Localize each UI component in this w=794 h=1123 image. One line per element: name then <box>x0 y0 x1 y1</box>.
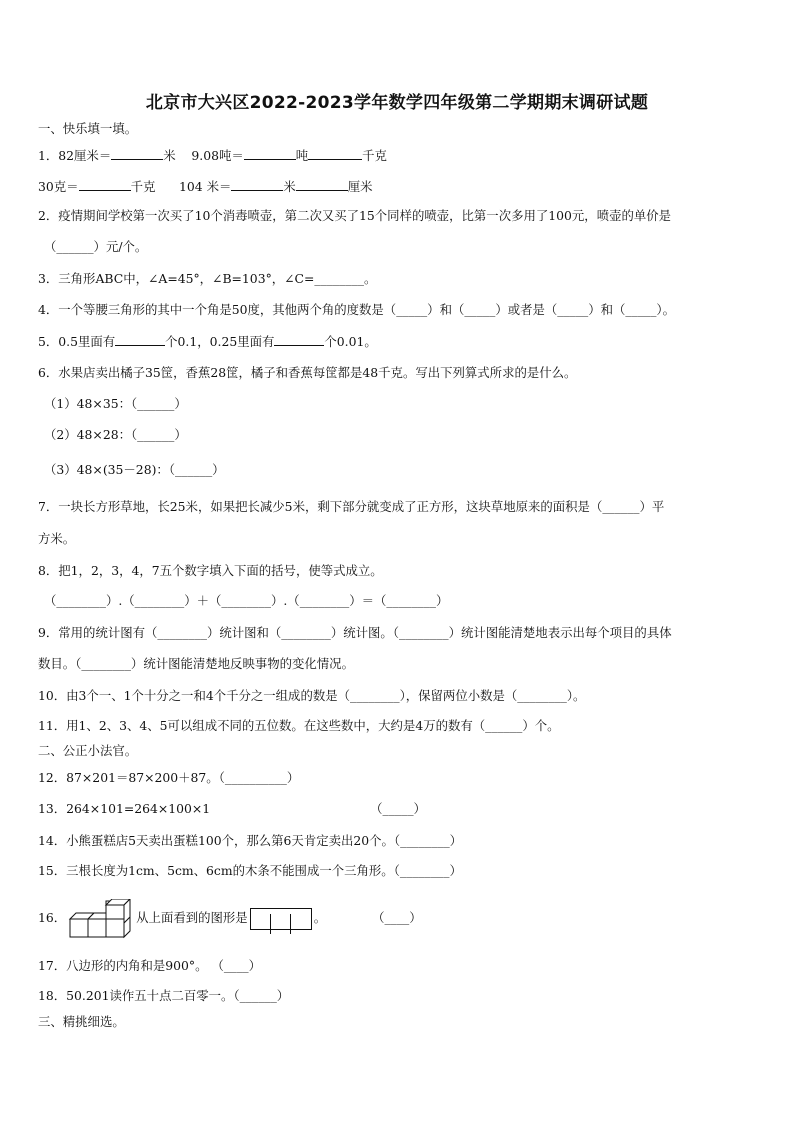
question-10: 10．由3个一、1个十分之一和4个千分之一组成的数是（________），保留两位小数是（________）。 <box>38 688 586 703</box>
question-6-part-1: （1）48×35：（______） <box>44 396 187 411</box>
question-6-part-3: （3）48×(35－28)：（______） <box>44 462 225 477</box>
question-4: 4．一个等腰三角形的其中一个角是50度，其他两个角的度数是（_____）和（_____）或者是（_____）和（_____）。 <box>38 302 675 317</box>
text: 千克 <box>362 148 387 163</box>
text: 个0.1，0.25里面有 <box>165 334 275 349</box>
blank[interactable] <box>231 177 283 191</box>
section-1-heading: 一、快乐填一填。 <box>38 121 138 136</box>
cubes-drawing <box>68 899 134 939</box>
question-8: 8．把1，2，3，4，7五个数字填入下面的括号，使等式成立。 <box>38 563 383 578</box>
blank[interactable] <box>111 146 163 160</box>
question-7-line-2: 方米。 <box>38 531 76 546</box>
text: 104 米＝ <box>178 179 232 194</box>
text: 千克 <box>130 179 156 194</box>
text: 13．264×101=264×100×1 <box>38 801 211 816</box>
question-2-line-2: （______）元/个。 <box>44 239 148 254</box>
text: 。 <box>313 910 327 925</box>
section-3-heading: 三、精挑细选。 <box>38 1014 125 1029</box>
top-view-figure <box>250 908 312 930</box>
text: 米 <box>283 179 296 194</box>
text: 5．0.5里面有 <box>38 334 116 349</box>
question-6: 6．水果店卖出橘子35筐，香蕉28筐，橘子和香蕉每筐都是48千克。写出下列算式所求的是什么。 <box>38 365 577 380</box>
blank[interactable] <box>115 332 165 346</box>
question-7-line-1: 7．一块长方形草地，长25米，如果把长减少5米，剩下部分就变成了正方形，这块草地原来的面积是（______）平 <box>38 499 665 514</box>
question-3: 3．三角形ABC中，∠A=45°，∠B=103°，∠C=________。 <box>38 271 377 286</box>
answer-blank[interactable]: （_____） <box>370 801 426 816</box>
question-1-line-2 <box>38 177 373 196</box>
text: 厘米 <box>347 179 373 194</box>
question-2-line-1: 2．疫情期间学校第一次买了10个消毒喷壶，第二次又买了15个同样的喷壶，比第一次多用了100元，喷壶的单价是 <box>38 208 672 223</box>
text: 个0.01。 <box>324 334 377 349</box>
text: 9.08吨＝ <box>191 148 244 163</box>
section-2-heading: 二、公正小法官。 <box>38 743 138 758</box>
blank[interactable] <box>308 146 362 160</box>
text: 16． <box>38 910 67 925</box>
question-5 <box>38 332 377 351</box>
question-12: 12．87×201＝87×200＋87。（__________） <box>38 770 300 785</box>
text: 吨 <box>295 148 309 163</box>
question-9-line-1: 9．常用的统计图有（________）统计图和（________）统计图。（________）统计图能清楚地表示出每个项目的具体 <box>38 625 672 640</box>
blank[interactable] <box>244 146 296 160</box>
text: 米 <box>163 148 176 163</box>
question-9-line-2: 数目。（________）统计图能清楚地反映事物的变化情况。 <box>38 656 354 671</box>
answer-blank[interactable]: （____） <box>372 910 422 925</box>
text: 从上面看到的图形是 <box>136 910 248 925</box>
blank[interactable] <box>296 177 348 191</box>
question-16 <box>38 897 422 939</box>
question-15: 15．三根长度为1cm、5cm、6cm的木条不能围成一个三角形。（________） <box>38 863 462 878</box>
question-17: 17．八边形的内角和是900°。 （____） <box>38 958 262 973</box>
question-8-equation: （________）.（________）＋（________）.（________）＝（________） <box>44 593 449 608</box>
question-13 <box>38 800 426 818</box>
text: 30克＝ <box>38 179 79 194</box>
blank[interactable] <box>274 332 324 346</box>
question-18: 18．50.201读作五十点二百零一。（______） <box>38 988 290 1003</box>
text: 1．82厘米＝ <box>38 148 112 163</box>
question-14: 14．小熊蛋糕店5天卖出蛋糕100个，那么第6天肯定卖出20个。（________） <box>38 833 463 848</box>
blank[interactable] <box>79 177 131 191</box>
cube-figure <box>68 899 134 939</box>
page-title: 北京市大兴区2022-2023学年数学四年级第二学期期末调研试题 <box>145 93 649 113</box>
question-1-line-1 <box>38 146 387 165</box>
question-6-part-2: （2）48×28：（______） <box>44 427 187 442</box>
question-11: 11．用1、2、3、4、5可以组成不同的五位数。在这些数中，大约是4万的数有（______）个。 <box>38 718 560 733</box>
